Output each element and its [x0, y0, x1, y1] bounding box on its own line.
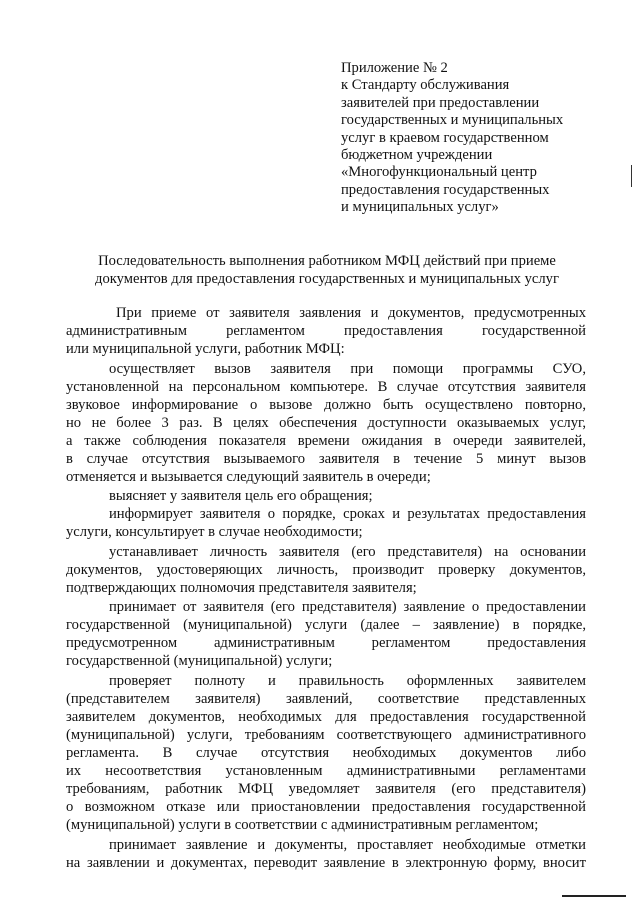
title-line: Последовательность выполнения работником МФЦ действий при приеме — [98, 253, 556, 269]
appendix-line: «Многофункциональный центр — [341, 164, 537, 181]
body-line: звуковое информирование о вызове должно быть осуществлено повторно, — [66, 397, 586, 413]
body-line: их несоответствия установленным административными регламентами — [66, 763, 586, 779]
body-line: проверяет полноту и правильность оформленных заявителем — [109, 673, 586, 689]
title-line: документов для предоставления государственных и муниципальных услуг — [95, 271, 559, 287]
appendix-line: Приложение № 2 — [341, 60, 448, 76]
body-line: но не более 3 раз. В целях обеспечения доступности оказываемых услуг, — [66, 415, 586, 431]
body-line: осуществляет вызов заявителя при помощи программы СУО, — [109, 361, 586, 377]
body-line: устанавливает личность заявителя (его представителя) на основании — [109, 544, 586, 560]
appendix-line: предоставления государственных — [341, 181, 550, 198]
body-line: о возможном отказе или приостановлении предоставления государственной — [66, 799, 586, 815]
body-line: принимает от заявителя (его представителя) заявление о предоставлении — [109, 599, 586, 615]
body-line: информирует заявителя о порядке, сроках и результатах предоставления — [109, 506, 586, 522]
body-line: на заявлении и документах, переводит заявление в электронную форму, вносит — [66, 855, 586, 871]
body-line: требованиям, работник МФЦ уведомляет заявителя (его представителя) — [66, 781, 586, 797]
body-line: в случае отсутствия вызываемого заявителя в течение 5 минут вызов — [66, 451, 586, 467]
body-line: услуги, консультирует в случае необходимости; — [66, 524, 363, 540]
body-line: регламента. В случае отсутствия необходимых документов либо — [66, 745, 586, 761]
body-line: государственной (муниципальной) услуги (далее – заявление) в порядке, — [66, 617, 586, 633]
body-line: принимает заявление и документы, проставляет необходимые отметки — [109, 837, 586, 853]
appendix-line: и муниципальных услуг» — [341, 199, 499, 216]
body-line: (муниципальной) услуги в соответствии с административным регламентом; — [66, 817, 539, 833]
body-line: При приеме от заявителя заявления и документов, предусмотренных — [116, 305, 586, 321]
body-line: заявителем документов, необходимых для предоставления государственной — [66, 709, 586, 725]
appendix-header — [341, 60, 581, 217]
body-line: подтверждающих полномочия представителя заявителя; — [66, 580, 417, 596]
body-line: а также соблюдения показателя времени ожидания в очереди заявителей, — [66, 433, 586, 449]
body-line: или муниципальной услуги, работник МФЦ: — [66, 341, 345, 357]
body-line: отменяется и вызывается следующий заявитель в очереди; — [66, 469, 431, 485]
appendix-line: к Стандарту обслуживания — [341, 77, 510, 94]
body-line: предусмотренном административным регламентом предоставления — [66, 635, 586, 651]
body-line: выясняет у заявителя цель его обращения; — [109, 488, 373, 504]
body-line: государственной (муниципальной) услуги; — [66, 653, 333, 669]
body-line: установленной на персональном компьютере. В случае отсутствия заявителя — [66, 379, 586, 395]
body-line: (муниципальной) услуги, требованиям соответствующего административного — [66, 727, 586, 743]
appendix-line: заявителей при предоставлении — [341, 94, 540, 111]
appendix-line: бюджетном учреждении — [341, 147, 493, 164]
body-line: (представителем заявителя) заявлений, соответствие представленных — [66, 691, 586, 707]
document-title — [60, 252, 594, 288]
appendix-line: услуг в краевом государственном — [341, 129, 549, 146]
body-line: административным регламентом предоставления государственной — [66, 323, 586, 339]
margin-mark — [631, 165, 632, 187]
appendix-line: государственных и муниципальных — [341, 112, 564, 129]
body-line: документов, удостоверяющих личность, производит проверку документов, — [66, 562, 586, 578]
page-edge-mark — [562, 895, 626, 897]
